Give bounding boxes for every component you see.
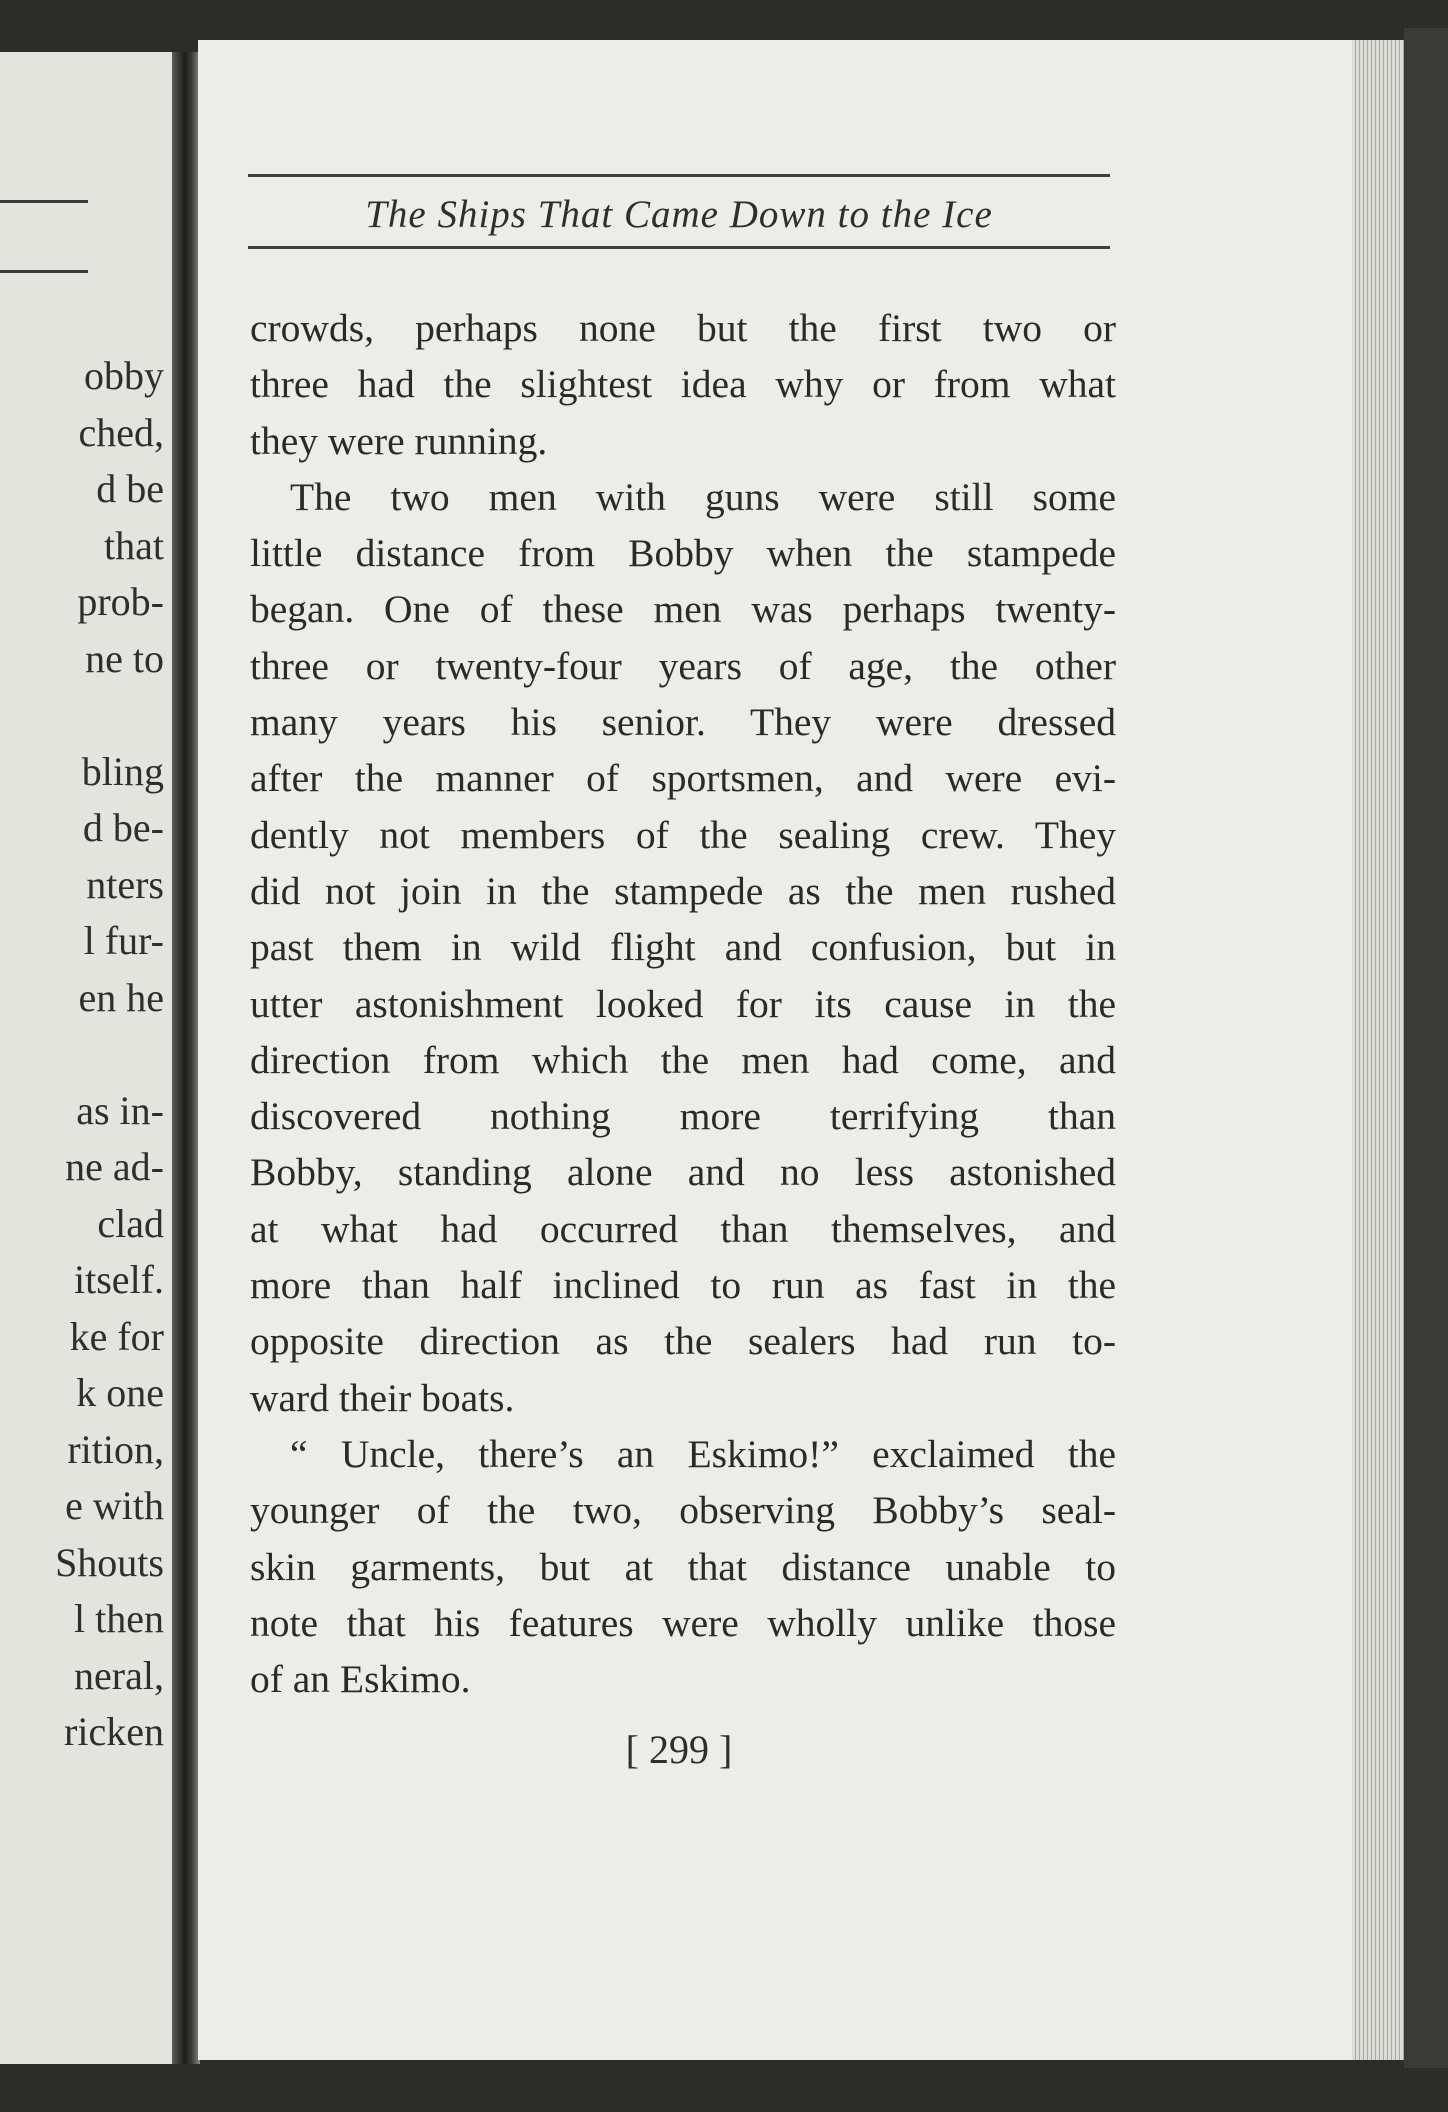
- text-line: utter astonishment looked for its cause in the: [250, 981, 1116, 1026]
- book-gutter: [172, 52, 200, 2064]
- page-edges: [1352, 40, 1404, 2060]
- text-line: three had the slightest idea why or from what: [250, 362, 1116, 407]
- left-page-line: ne to: [85, 635, 164, 681]
- left-page-line: ricken: [64, 1709, 164, 1754]
- text-line: ward their boats.: [250, 1375, 515, 1420]
- text-line: younger of the two, observing Bobby’s seal-: [250, 1488, 1116, 1533]
- text-line: past them in wild flight and confusion, but in: [250, 925, 1116, 970]
- text-line: opposite direction as the sealers had run to-: [250, 1319, 1116, 1364]
- left-page-line: nters: [86, 861, 164, 907]
- left-page-line: obby: [84, 353, 164, 398]
- header-rule-bottom: [248, 246, 1110, 249]
- text-line: at what had occurred than themselves, and: [250, 1206, 1116, 1251]
- left-page-line: that: [104, 522, 164, 568]
- paragraph: [250, 469, 1116, 1426]
- text-line: note that his features were wholly unlike those: [250, 1600, 1116, 1645]
- left-page-line: ne ad-: [65, 1144, 164, 1189]
- text-line: direction from which the men had come, and: [250, 1037, 1116, 1082]
- left-page-line: e with: [65, 1483, 164, 1528]
- text-line: little distance from Bobby when the stampede: [250, 531, 1116, 576]
- left-page-line: prob-: [77, 579, 164, 624]
- left-header-rule-top: [0, 200, 88, 203]
- left-page-line: as in-: [76, 1087, 164, 1133]
- running-head: The Ships That Came Down to the Ice: [365, 193, 993, 236]
- text-line: Bobby, standing alone and no less astonished: [250, 1150, 1116, 1195]
- text-line: three or twenty-four years of age, the other: [250, 643, 1116, 688]
- left-header-rule-bottom: [0, 270, 88, 273]
- book-cover-edge: [1404, 28, 1448, 2068]
- left-page-line: bling: [81, 748, 164, 794]
- text-line: many years his senior. They were dressed: [250, 700, 1116, 745]
- text-line: they were running.: [250, 418, 548, 463]
- left-page-line: rition,: [67, 1426, 164, 1472]
- left-page-line: itself.: [74, 1257, 164, 1302]
- body-text: [250, 300, 1116, 1707]
- paragraph: [250, 300, 1116, 469]
- left-page-line: en he: [78, 974, 164, 1020]
- paragraph: [250, 1426, 1116, 1707]
- text-line: skin garments, but at that distance unable to: [250, 1544, 1116, 1589]
- text-line: after the manner of sportsmen, and were evi-: [250, 756, 1116, 801]
- left-page-line: clad: [97, 1200, 164, 1246]
- left-page: [0, 52, 172, 2064]
- text-line: of an Eskimo.: [250, 1657, 471, 1702]
- left-page-line: l fur-: [83, 918, 164, 963]
- text-line: discovered nothing more terrifying than: [250, 1094, 1116, 1139]
- left-page-line: ched,: [78, 409, 164, 455]
- left-page-line: ke for: [69, 1313, 164, 1359]
- text-line: began. One of these men was perhaps twenty-: [250, 587, 1116, 632]
- text-line: The two men with guns were still some: [290, 474, 1116, 519]
- header-rule-top: [248, 174, 1110, 177]
- text-line: “ Uncle, there’s an Eskimo!” exclaimed the: [290, 1431, 1116, 1476]
- left-page-line: Shouts: [55, 1539, 164, 1585]
- text-line: more than half inclined to run as fast in the: [250, 1263, 1116, 1308]
- left-page-line: neral,: [74, 1652, 164, 1698]
- text-line: dently not members of the sealing crew. They: [250, 812, 1116, 857]
- text-line: crowds, perhaps none but the first two or: [250, 306, 1116, 350]
- text-line: did not join in the stampede as the men rushed: [250, 868, 1116, 913]
- page-number: [ 299 ]: [625, 1727, 733, 1772]
- left-page-line: l then: [74, 1596, 164, 1641]
- left-page-line: k one: [76, 1370, 164, 1415]
- left-page-line: d be-: [82, 805, 164, 850]
- left-page-line: d be: [96, 466, 164, 511]
